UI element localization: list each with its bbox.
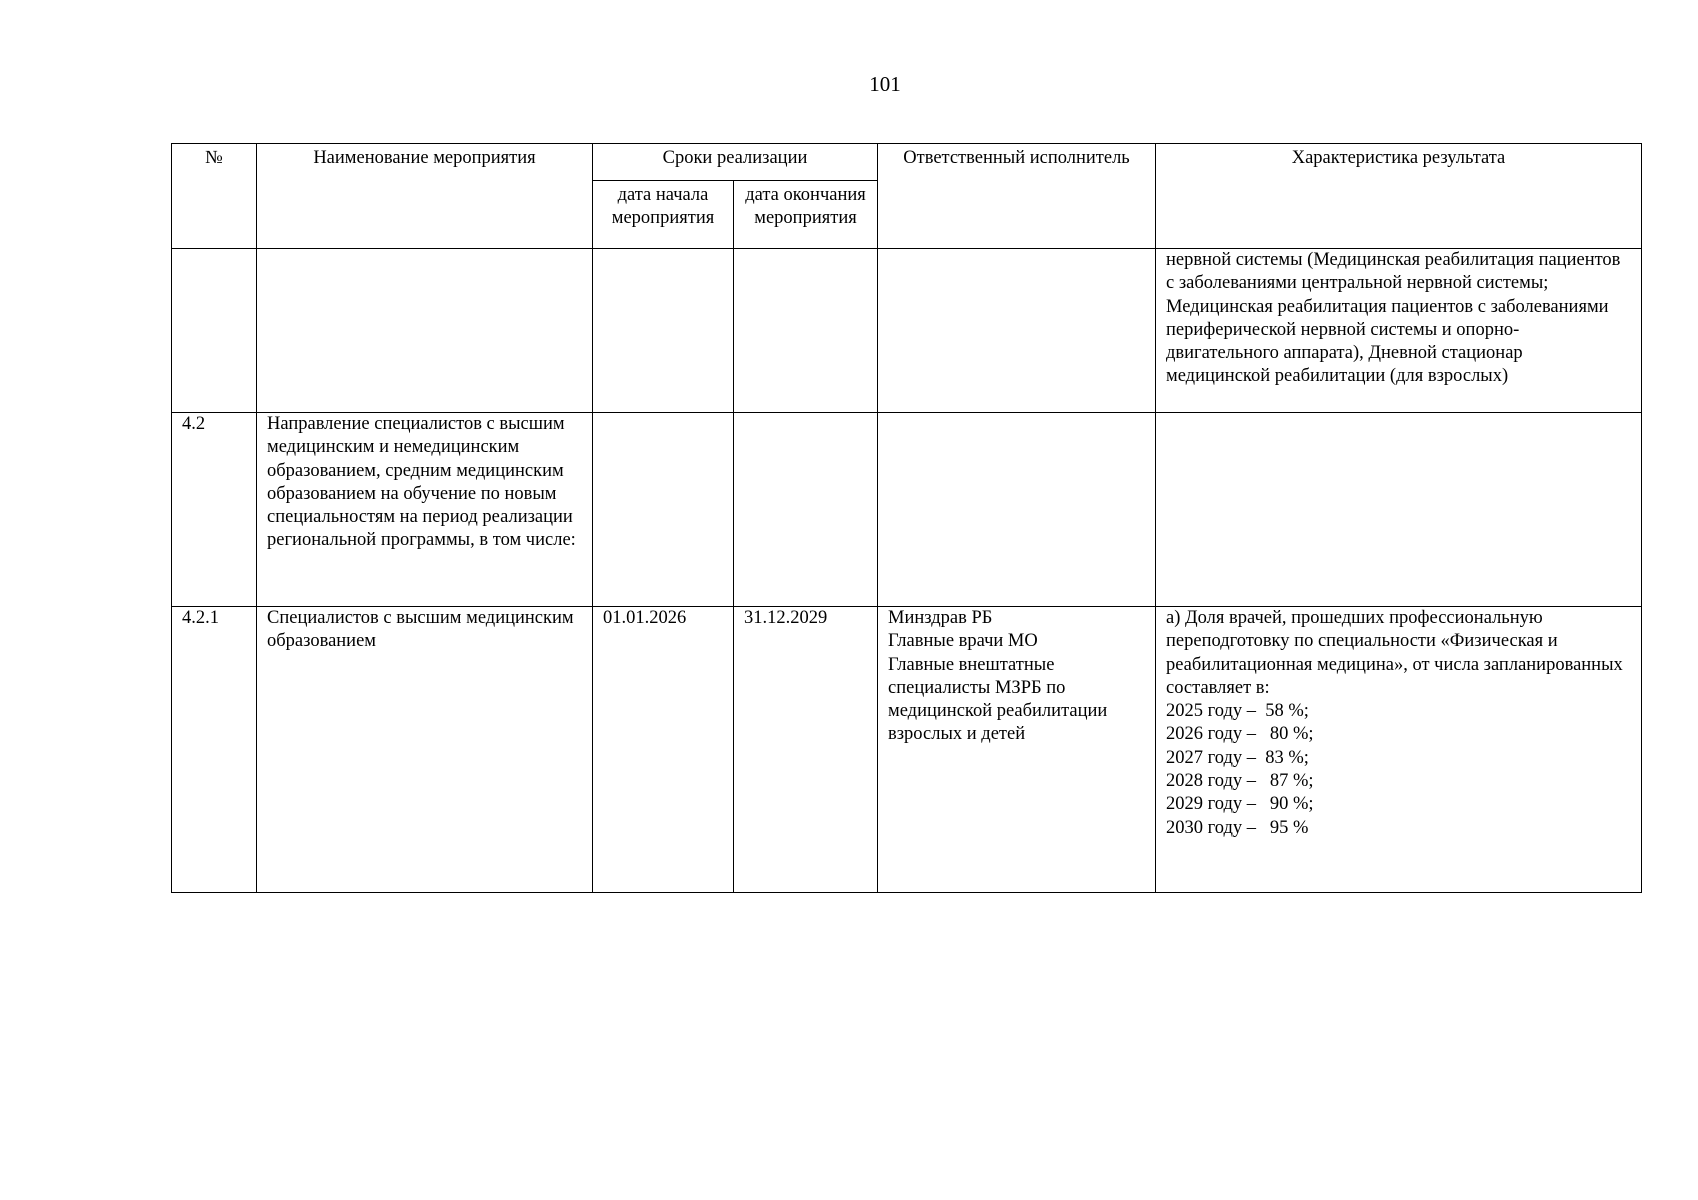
cell-number: 4.2 [172, 413, 257, 607]
cell-end-date [734, 249, 878, 413]
cell-name: Специалистов с высшим медицинским образованием [257, 607, 593, 893]
header-end-date: дата окончания мероприятия [734, 181, 878, 249]
result-year-line: 2030 году – 95 % [1166, 817, 1309, 838]
cell-start-date: 01.01.2026 [593, 607, 734, 893]
header-start-date: дата начала мероприятия [593, 181, 734, 249]
header-timing: Сроки реализации [593, 144, 878, 181]
header-name: Наименование мероприятия [257, 144, 593, 249]
result-year-line: 2025 году – 58 %; [1166, 701, 1309, 722]
table-row [172, 413, 1642, 607]
cell-start-date [593, 249, 734, 413]
cell-number [172, 249, 257, 413]
cell-result: нервной системы (Медицинская реабилитация пациентов с заболеваниями центральной нервной системы; Медицинская реабилитация пациентов с заболеваниями периферической нервной системы и опорно-двигательного аппарата), Дневной стационар медицинской реабилитации (для взрослых) [1156, 249, 1642, 413]
cell-executor: Минздрав РБ Главные врачи МО Главные внештатные специалисты МЗРБ по медицинской реабилитации взрослых и детей [878, 607, 1156, 893]
table-row [172, 607, 1642, 893]
table-row [172, 249, 1642, 413]
header-number: № [172, 144, 257, 249]
table-header-row [172, 144, 1642, 181]
cell-name [257, 249, 593, 413]
result-year-line: 2027 году – 83 %; [1166, 747, 1309, 768]
result-year-line: 2029 году – 90 %; [1166, 794, 1314, 815]
cell-executor [878, 413, 1156, 607]
cell-end-date: 31.12.2029 [734, 607, 878, 893]
cell-name: Направление специалистов с высшим медицинским и немедицинским образованием, средним медицинским образованием на обучение по новым специальностям на период реализации региональной программы, в том числе: [257, 413, 593, 607]
cell-end-date [734, 413, 878, 607]
header-executor: Ответственный исполнитель [878, 144, 1156, 249]
result-year-line: 2026 году – 80 %; [1166, 724, 1314, 745]
cell-number: 4.2.1 [172, 607, 257, 893]
page-number: 101 [869, 72, 901, 96]
result-year-line: 2028 году – 87 %; [1166, 771, 1314, 792]
measures-table [171, 143, 1642, 893]
result-description: а) Доля врачей, прошедших профессиональную переподготовку по специальности «Физическая и реабилитационная медицина», от числа запланированных составляет в: [1166, 608, 1623, 698]
header-result: Характеристика результата [1156, 144, 1642, 249]
cell-start-date [593, 413, 734, 607]
cell-executor [878, 249, 1156, 413]
cell-result [1156, 413, 1642, 607]
cell-result [1156, 607, 1642, 893]
